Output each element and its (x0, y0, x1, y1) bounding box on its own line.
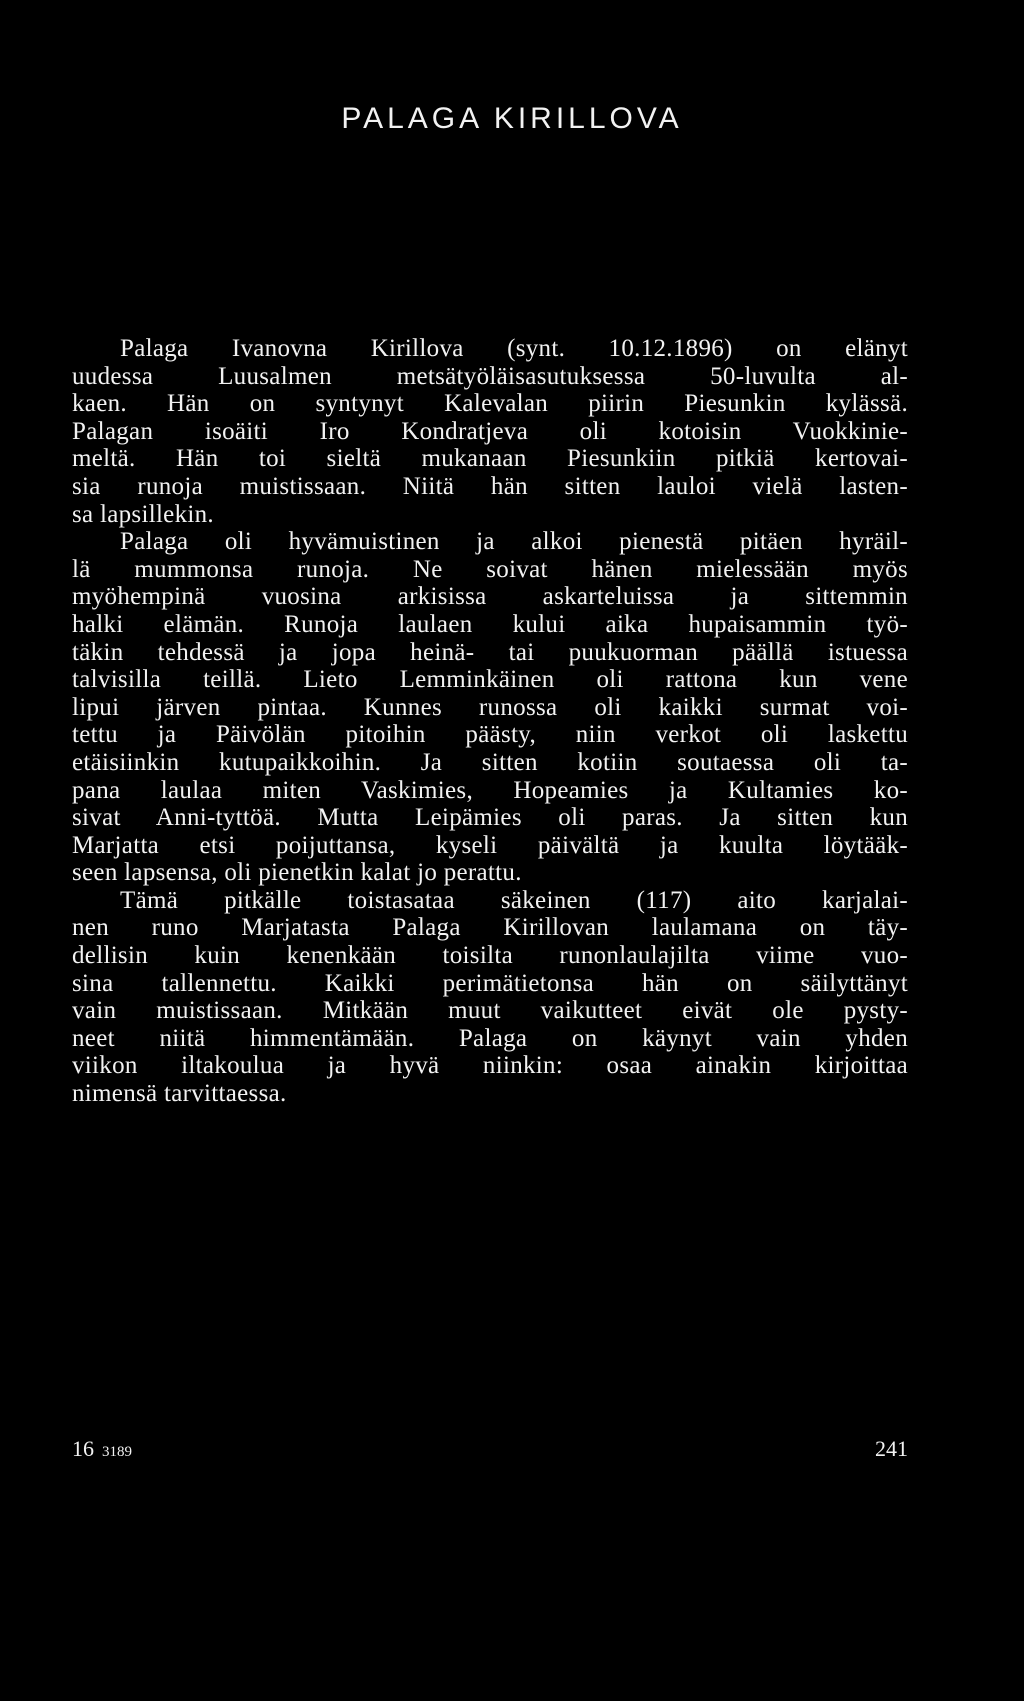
page-number: 241 (875, 1436, 908, 1461)
body-text (72, 335, 908, 1108)
text-line: myöhempinä vuosina arkisissa askarteluissa ja sittemmin (72, 583, 908, 611)
text-line: Palaga Ivanovna Kirillova (synt. 10.12.1896) on elänyt (120, 335, 908, 362)
text-line: uudessa Luusalmen metsätyöläisasutuksessa 50-luvulta al- (72, 362, 908, 390)
text-line: etäisiinkin kutupaikkoihin. Ja sitten kotiin soutaessa oli ta- (72, 748, 908, 776)
text-line: täkin tehdessä ja jopa heinä- tai puukuorman päällä istuessa (72, 638, 908, 666)
signature-code: 3189 (102, 1444, 132, 1460)
page-title: PALAGA KIRILLOVA (341, 102, 683, 136)
text-line: seen lapsensa, oli pienetkin kalat jo perattu. (72, 859, 522, 887)
text-line: nen runo Marjatasta Palaga Kirillovan laulamana on täy- (72, 914, 908, 942)
text-line: Palaga oli hyvämuistinen ja alkoi pienestä pitäen hyräil- (120, 528, 908, 556)
text-line: pana laulaa miten Vaskimies, Hopeamies ja Kultamies ko- (72, 776, 908, 804)
text-line: Tämä pitkälle toistasataa säkeinen (117) aito karjalai- (120, 886, 908, 914)
text-line: vain muistissaan. Mitkään muut vaikutteet eivät ole pysty- (72, 997, 908, 1025)
text-line: kaen. Hän on syntynyt Kalevalan piirin Piesunkin kylässä. (72, 390, 908, 418)
text-line: Marjatta etsi poijuttansa, kyseli päivältä ja kuulta löytääk- (72, 831, 908, 859)
text-line: viikon iltakoulua ja hyvä niinkin: osaa ainakin kirjoittaa (72, 1052, 908, 1080)
text-line: talvisilla teillä. Lieto Lemminkäinen oli rattona kun vene (72, 666, 908, 694)
page-footer (72, 1436, 908, 1470)
signature-mark (72, 1436, 132, 1462)
text-line: sivat Anni-tyttöä. Mutta Leipämies oli paras. Ja sitten kun (72, 804, 908, 832)
text-line: neet niitä himmentämään. Palaga on käynyt vain yhden (72, 1024, 908, 1052)
text-line: sa lapsillekin. (72, 500, 214, 528)
text-line: tettu ja Päivölän pitoihin päästy, niin verkot oli laskettu (72, 721, 908, 749)
text-line: nimensä tarvittaessa. (72, 1080, 287, 1108)
text-line: lipui järven pintaa. Kunnes runossa oli kaikki surmat voi- (72, 693, 908, 721)
text-line: meltä. Hän toi sieltä mukanaan Piesunkiin pitkiä kertovai- (72, 445, 908, 473)
signature-number: 16 (72, 1436, 94, 1461)
text-line: lä mummonsa runoja. Ne soivat hänen mielessään myös (72, 555, 908, 583)
text-line: dellisin kuin kenenkään toisilta runonlaulajilta viime vuo- (72, 942, 908, 970)
text-line: Palagan isoäiti Iro Kondratjeva oli kotoisin Vuokkinie- (72, 417, 908, 445)
text-line: sia runoja muistissaan. Niitä hän sitten lauloi vielä lasten- (72, 472, 908, 500)
text-line: halki elämän. Runoja laulaen kului aika hupaisammin työ- (72, 610, 908, 638)
text-line: sina tallennettu. Kaikki perimätietonsa hän on säilyttänyt (72, 969, 908, 997)
